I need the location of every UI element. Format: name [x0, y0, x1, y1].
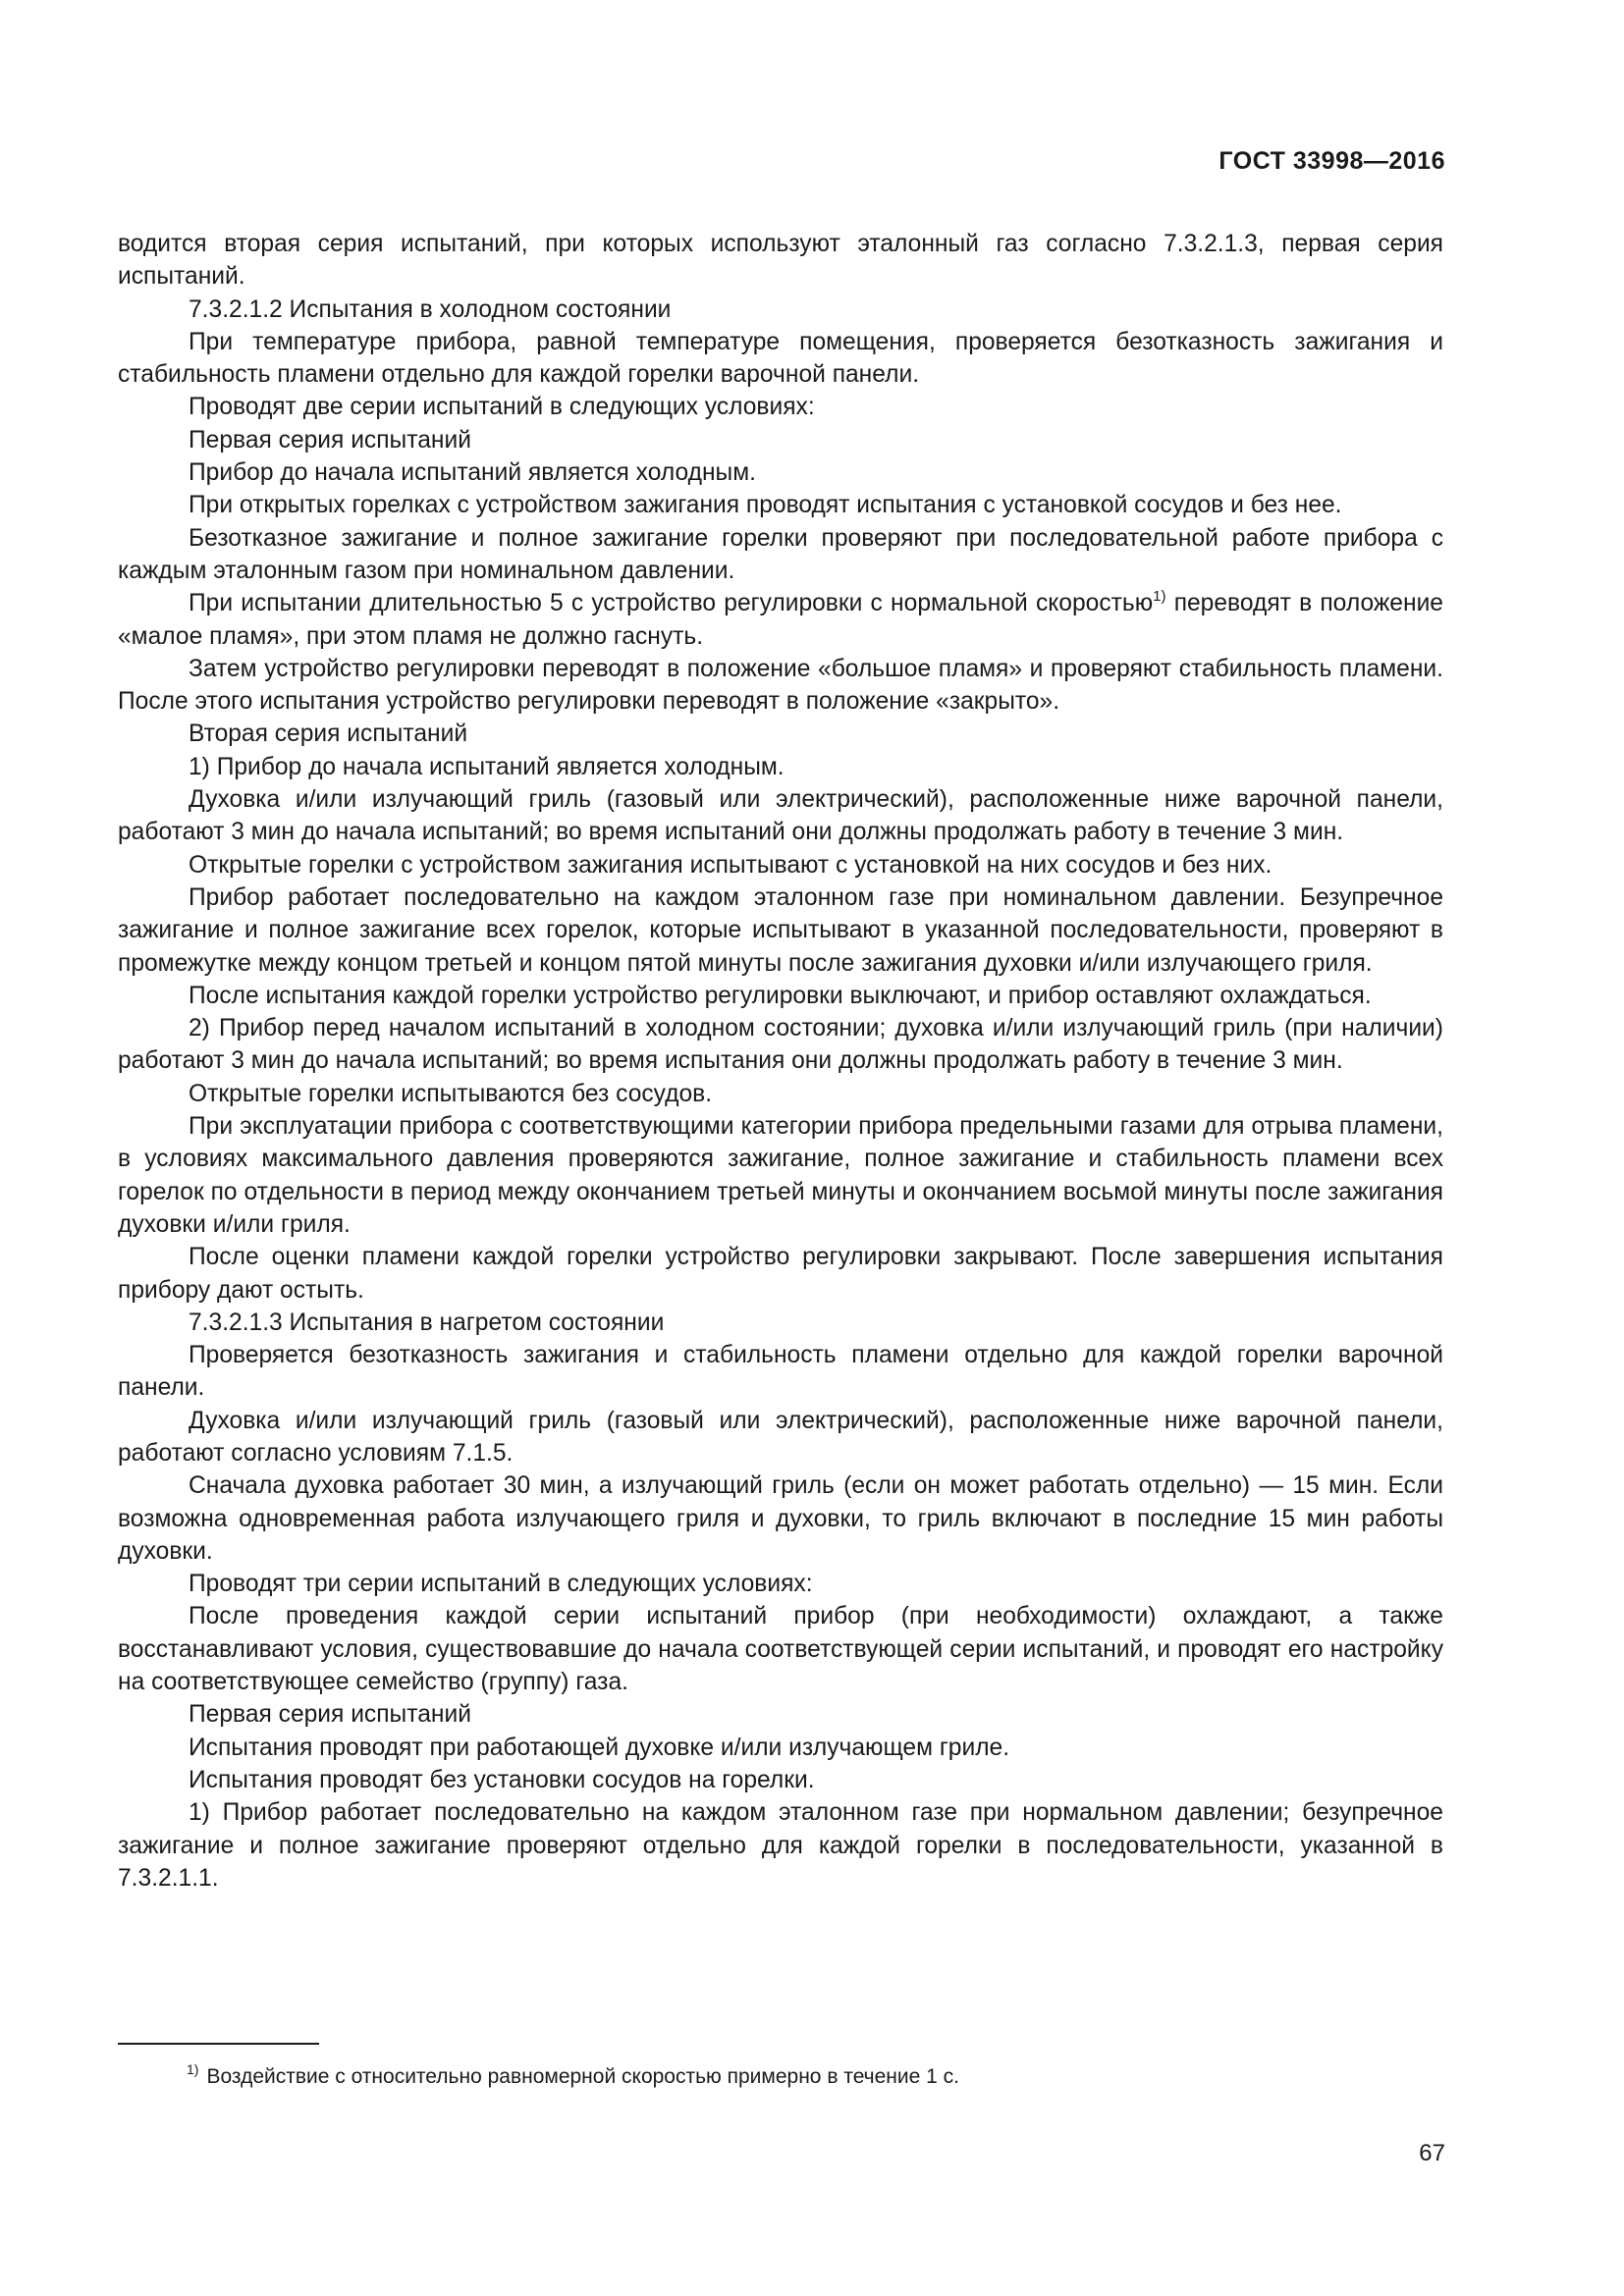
- paragraph: водится вторая серия испытаний, при которых используют эталонный газ согласно 7.3.2.1.3, первая серия испытаний.: [118, 231, 1443, 291]
- paragraph: Прибор до начала испытаний является холодным.: [189, 459, 756, 487]
- paragraph: Открытые горелки испытываются без сосудов.: [189, 1080, 713, 1107]
- paragraph: После оценки пламени каждой горелки устройство регулировки закрывают. После завершения испытания прибору дают остыть.: [118, 1244, 1443, 1304]
- paragraph-with-footnote: [118, 587, 1443, 653]
- paragraph: 1) Прибор работает последовательно на каждом эталонном газе при нормальном давлении; безупречное зажигание и полное зажигание проверяют отдельно для каждой горелки в последовательности, указанной в 7.3.2.1.1.: [118, 1799, 1443, 1892]
- paragraph: Проводят две серии испытаний в следующих условиях:: [189, 394, 815, 421]
- page-number: 67: [1419, 2140, 1445, 2166]
- section-heading: 7.3.2.1.2 Испытания в холодном состоянии: [189, 295, 672, 323]
- paragraph: После проведения каждой серии испытаний прибор (при необходимости) охлаждают, а также восстанавливают условия, существовавшие до начала соответствующей серии испытаний, и проводят его настройку на соответствующее семейство (группу) газа.: [118, 1603, 1443, 1696]
- footnote-marker: 1): [187, 2061, 199, 2077]
- paragraph: 1) Прибор до начала испытаний является холодным.: [189, 753, 785, 780]
- document-header: ГОСТ 33998—2016: [1218, 147, 1445, 175]
- footnote-reference: 1): [1153, 588, 1166, 606]
- paragraph: Испытания проводят при работающей духовке и/или излучающем гриле.: [189, 1734, 1010, 1761]
- paragraph: Прибор работает последовательно на каждом эталонном газе при номинальном давлении. Безупречное зажигание и полное зажигание всех горелок, которые испытывают в указанной последовательности, проверяют в промежутке между концом третьей и концом пятой минуты после зажигания духовки и/или излучающего гриля.: [118, 883, 1443, 977]
- paragraph: Сначала духовка работает 30 мин, а излучающий гриль (если он может работать отдельно) — 15 мин. Если возможна одновременная работа излучающего гриля и духовки, то гриль включают в последние 15 мин работы духовки.: [118, 1472, 1443, 1565]
- subheading: Вторая серия испытаний: [189, 721, 468, 748]
- paragraph: Проводят три серии испытаний в следующих условиях:: [189, 1571, 813, 1598]
- paragraph: При температуре прибора, равной температуре помещения, проверяется безотказность зажигания и стабильность пламени отдельно для каждой горелки варочной панели.: [118, 328, 1443, 389]
- subheading: Первая серия испытаний: [189, 426, 471, 454]
- footnote-text: Воздействие с относительно равномерной скоростью примерно в течение 1 с.: [206, 2065, 959, 2088]
- paragraph-part: При испытании длительностью 5 с устройство регулировки с нормальной скоростью: [189, 590, 1154, 617]
- footnote: [187, 2063, 959, 2091]
- section-heading: 7.3.2.1.3 Испытания в нагретом состоянии: [189, 1308, 665, 1336]
- paragraph: Открытые горелки с устройством зажигания испытывают с установкой на них сосудов и без них.: [189, 851, 1272, 879]
- paragraph: 2) Прибор перед началом испытаний в холодном состоянии; духовка и/или излучающий гриль (при наличии) работают 3 мин до начала испытаний; во время испытания они должны продолжать работу в течение 3 мин.: [118, 1015, 1443, 1075]
- paragraph: Испытания проводят без установки сосудов на горелки.: [189, 1766, 815, 1793]
- paragraph: Безотказное зажигание и полное зажигание горелки проверяют при последовательной работе прибора с каждым эталонным газом при номинальном давлении.: [118, 524, 1443, 584]
- paragraph: Проверяется безотказность зажигания и стабильность пламени отдельно для каждой горелки варочной панели.: [118, 1342, 1443, 1402]
- paragraph: При открытых горелках с устройством зажигания проводят испытания с установкой сосудов и без нее.: [189, 492, 1342, 519]
- paragraph: Затем устройство регулировки переводят в положение «большое пламя» и проверяют стабильность пламени. После этого испытания устройство регулировки переводят в положение «закрыто».: [118, 655, 1443, 716]
- paragraph: Духовка и/или излучающий гриль (газовый или электрический), расположенные ниже варочной панели, работают согласно условиям 7.1.5.: [118, 1407, 1443, 1467]
- paragraph: Духовка и/или излучающий гриль (газовый или электрический), расположенные ниже варочной панели, работают 3 мин до начала испытаний; во время испытаний они должны продолжать работу в течение 3 мин.: [118, 786, 1443, 846]
- paragraph: При эксплуатации прибора с соответствующими категории прибора предельными газами для отрыва пламени, в условиях максимального давления проверяются зажигание, полное зажигание и стабильность пламени всех горелок по отдельности в период между окончанием третьей минуты и окончанием восьмой минуты после зажигания духовки и/или гриля.: [118, 1113, 1443, 1238]
- footnote-divider: [118, 2043, 319, 2045]
- paragraph-part: переводят в положение «малое пламя», при этом пламя не должно гаснуть.: [118, 590, 1443, 650]
- paragraph: После испытания каждой горелки устройство регулировки выключают, и прибор оставляют охлаждаться.: [189, 982, 1372, 1009]
- document-body: [118, 228, 1443, 1895]
- subheading: Первая серия испытаний: [189, 1701, 471, 1729]
